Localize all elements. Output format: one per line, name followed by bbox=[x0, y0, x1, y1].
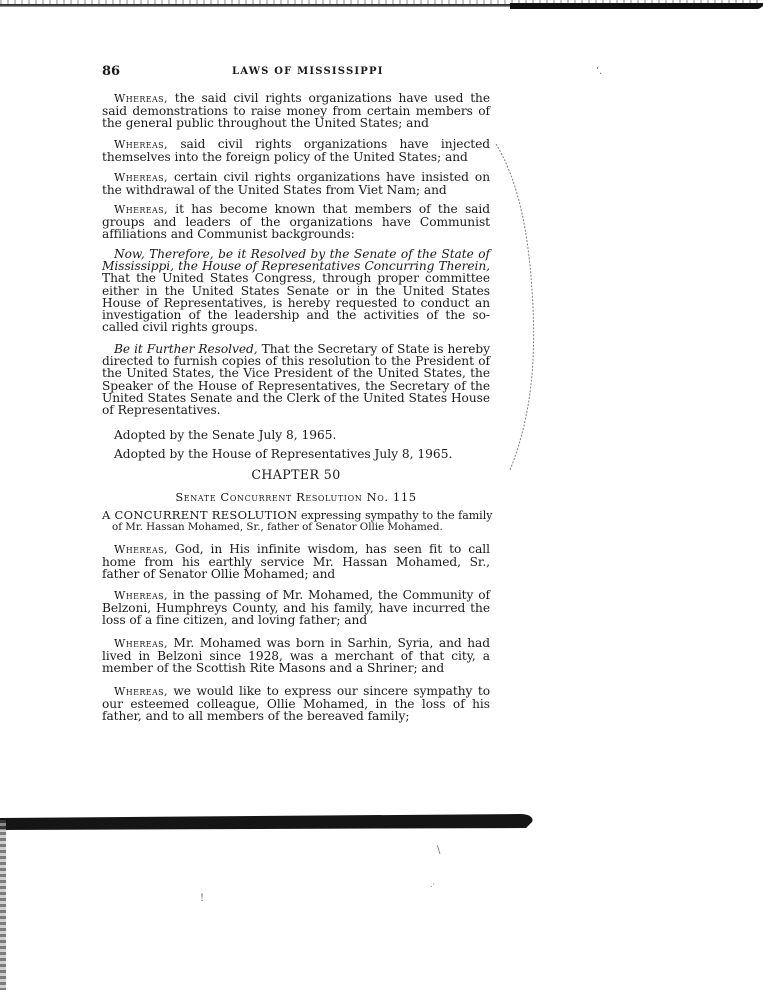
paragraph-text: we would like to express our sincere sympathy to our esteemed colleague, Ollie Mohamed, in the loss of his father, and to all members of the bereaved family; bbox=[102, 684, 490, 724]
adopted-house-line: Adopted by the House of Representatives July 8, 1965. bbox=[114, 447, 453, 461]
stray-mark: \ bbox=[437, 845, 441, 856]
whereas-paragraph bbox=[102, 138, 490, 163]
resolved-paragraph bbox=[102, 248, 490, 333]
whereas-paragraph bbox=[102, 685, 490, 723]
further-resolved-clause: Be it Further Resolved, bbox=[114, 342, 258, 356]
whereas-paragraph bbox=[102, 203, 490, 241]
stray-mark: ! bbox=[200, 893, 205, 904]
resolved-clause: Now, Therefore, be it Resolved by the Senate of the State of Mississippi, the House of Representatives Concurring Therein, bbox=[102, 247, 490, 274]
paragraph-text: said civil rights organizations have injected themselves into the foreign policy of the United States; and bbox=[102, 137, 490, 165]
running-head: LAWS OF MISSISSIPPI bbox=[232, 66, 384, 77]
whereas-label: Whereas, bbox=[114, 138, 168, 151]
whereas-label: Whereas, bbox=[114, 92, 168, 105]
whereas-label: Whereas, bbox=[114, 685, 168, 698]
resolution-heading: Senate Concurrent Resolution No. 115 bbox=[175, 490, 417, 504]
concurrent-title-continuation: of Mr. Hassan Mohamed, Sr., father of Senator Ollie Mohamed. bbox=[112, 520, 443, 533]
concurrent-resolution-title bbox=[102, 510, 494, 533]
whereas-paragraph bbox=[102, 171, 490, 196]
paragraph-text: That the United States Congress, through proper committee either in the United States Senate or in the United States House of Representatives, is hereby requested to conduct an investigation of the leadership and the activities of the so-called civil rights groups. bbox=[102, 271, 490, 335]
paragraph-text: the said civil rights organizations have used the said demonstrations to raise money from certain members of the general public throughout the United States; and bbox=[102, 91, 490, 131]
margin-bracket-mark bbox=[488, 140, 548, 480]
concurrent-resolution-lead: A CONCURRENT RESOLUTION bbox=[102, 508, 298, 522]
paragraph-text: That the Secretary of State is hereby directed to furnish copies of this resolution to the President of the United States, the Vice President of the United States, the Speaker of the House of Representatives, the Secretary of the United States Senate and the Clerk of the United States House of Representatives. bbox=[102, 342, 490, 418]
paragraph-text: certain civil rights organizations have insisted on the withdrawal of the United States from Viet Nam; and bbox=[102, 170, 490, 198]
further-resolved-paragraph bbox=[102, 343, 490, 416]
whereas-label: Whereas, bbox=[114, 589, 168, 602]
stray-mark: ‘. bbox=[596, 66, 603, 77]
scan-bottom-band bbox=[0, 812, 534, 832]
whereas-label: Whereas, bbox=[114, 543, 168, 556]
whereas-paragraph bbox=[102, 589, 490, 627]
scan-left-edge bbox=[0, 820, 6, 990]
whereas-paragraph bbox=[102, 543, 490, 581]
whereas-label: Whereas, bbox=[114, 637, 168, 650]
paragraph-text: in the passing of Mr. Mohamed, the Community of Belzoni, Humphreys County, and his family, have incurred the loss of a fine citizen, and loving father; and bbox=[102, 588, 490, 628]
adopted-senate-line: Adopted by the Senate July 8, 1965. bbox=[114, 428, 337, 442]
concurrent-title-text: expressing sympathy to the family bbox=[297, 509, 493, 522]
paragraph-text: it has become known that members of the said groups and leaders of the organizations have Communist affiliations and Communist backgrounds: bbox=[102, 202, 490, 242]
paragraph-text: Mr. Mohamed was born in Sarhin, Syria, and had lived in Belzoni since 1928, was a merchant of that city, a member of the Scottish Rite Masons and a Shriner; and bbox=[102, 636, 490, 676]
whereas-paragraph bbox=[102, 92, 490, 130]
whereas-label: Whereas, bbox=[114, 171, 168, 184]
whereas-paragraph bbox=[102, 637, 490, 675]
scan-edge-shadow bbox=[510, 3, 763, 9]
chapter-heading: CHAPTER 50 bbox=[251, 467, 341, 482]
stray-mark: .· bbox=[430, 880, 436, 889]
paragraph-text: God, in His infinite wisdom, has seen fit to call home from his earthly service Mr. Hassan Mohamed, Sr., father of Senator Ollie Mohamed; and bbox=[102, 542, 490, 582]
page-number: 86 bbox=[102, 64, 121, 79]
whereas-label: Whereas, bbox=[114, 203, 168, 216]
